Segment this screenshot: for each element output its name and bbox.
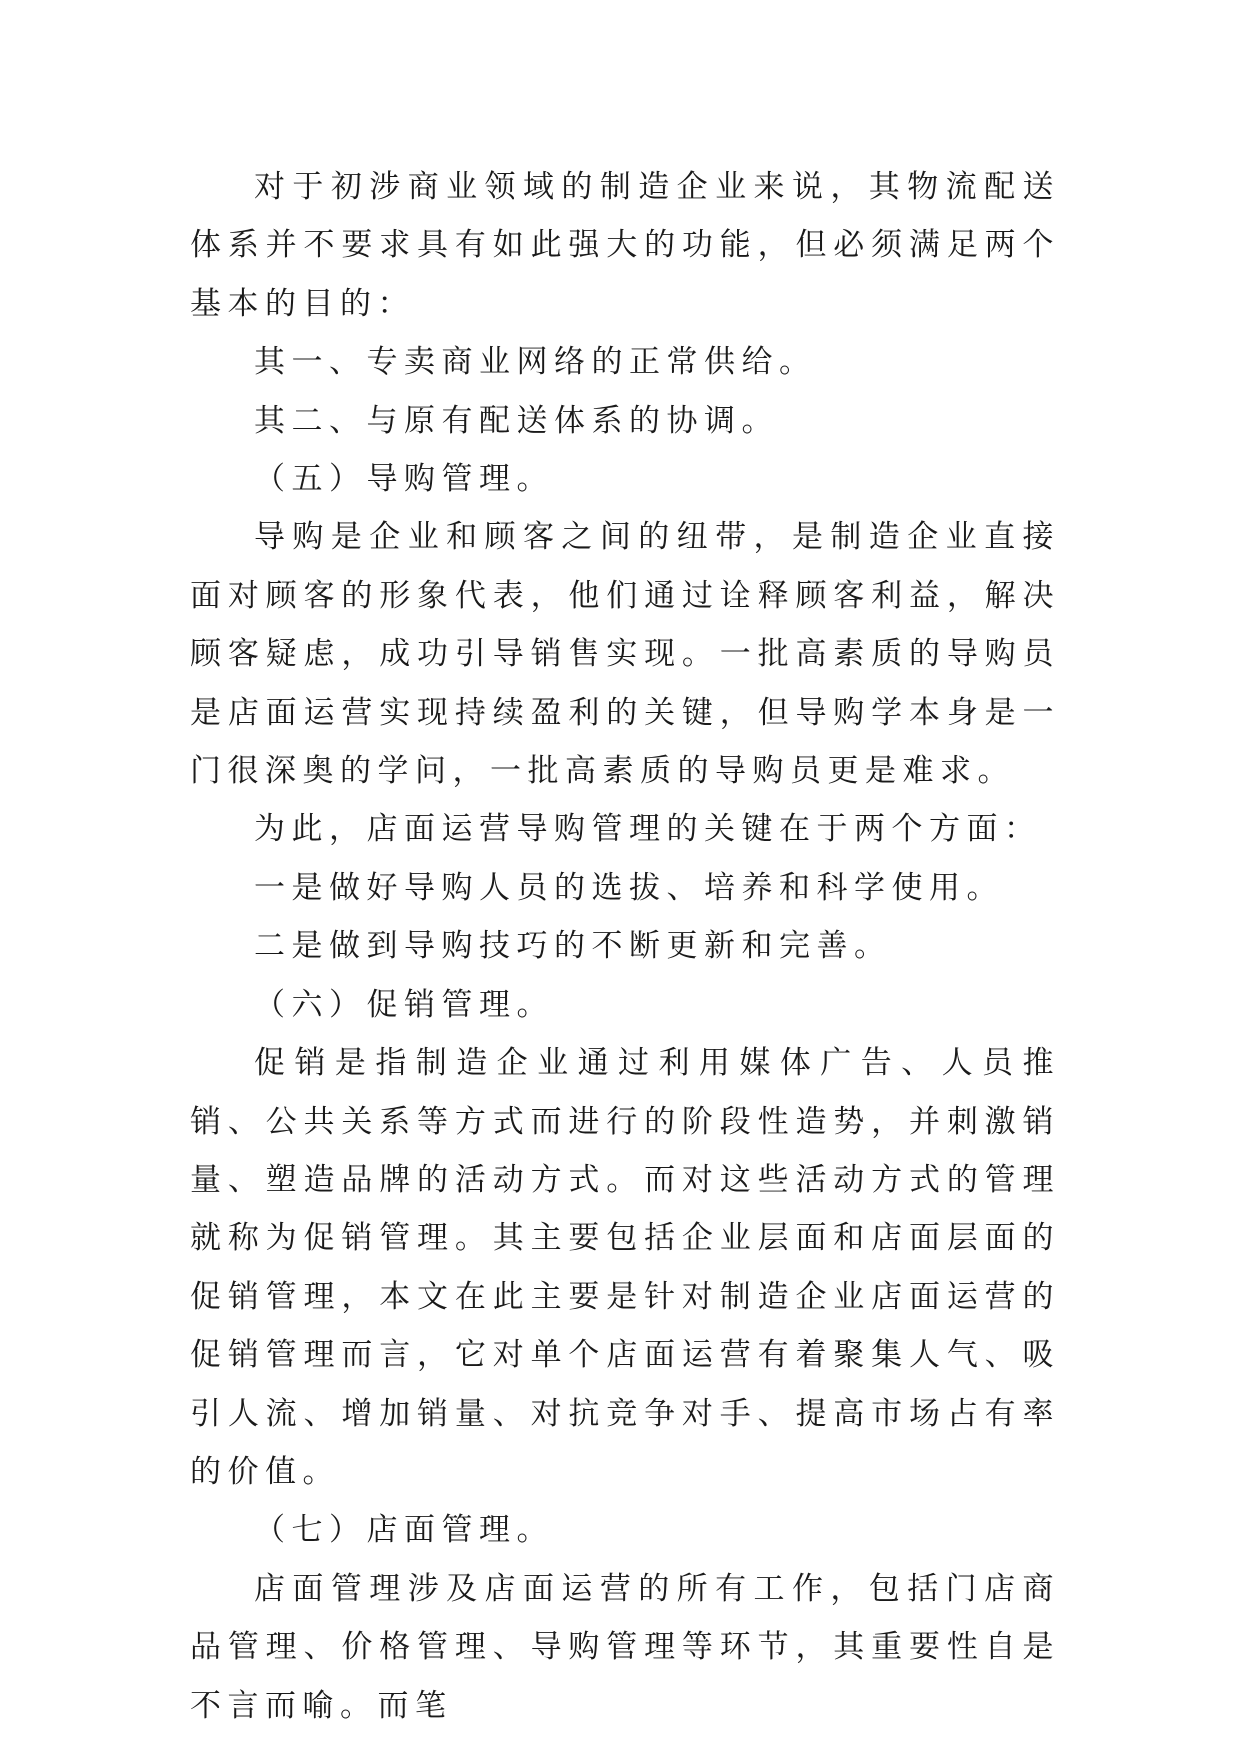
document-body	[190, 158, 1060, 1735]
paragraph-logistics-intro: 对于初涉商业领域的制造企业来说，其物流配送体系并不要求具有如此强大的功能，但必须满足两个基本的目的：	[190, 169, 1060, 322]
section-heading-store: （七）店面管理。	[254, 1512, 554, 1549]
paragraph-guide-aspect-two: 二是做到导购技巧的不断更新和完善。	[254, 928, 892, 965]
paragraph-shopping-guide: 导购是企业和顾客之间的纽带，是制造企业直接面对顾客的形象代表，他们通过诠释顾客利益，解决顾客疑虑，成功引导销售实现。一批高素质的导购员是店面运营实现持续盈利的关键，但导购学本身是一门很深奥的学问，一批高素质的导购员更是难求。	[190, 519, 1060, 790]
paragraph-guide-key-aspects: 为此，店面运营导购管理的关键在于两个方面：	[254, 811, 1042, 848]
paragraph-goal-one: 其一、专卖商业网络的正常供给。	[254, 344, 817, 381]
section-heading-promotion: （六）促销管理。	[254, 986, 554, 1023]
paragraph-goal-two: 其二、与原有配送体系的协调。	[254, 402, 779, 439]
paragraph-promotion: 促销是指制造企业通过利用媒体广告、人员推销、公共关系等方式而进行的阶段性造势，并刺激销量、塑造品牌的活动方式。而对这些活动方式的管理就称为促销管理。其主要包括企业层面和店面层面的促销管理，本文在此主要是针对制造企业店面运营的促销管理而言，它对单个店面运营有着聚集人气、吸引人流、增加销量、对抗竞争对手、提高市场占有率的价值。	[190, 1045, 1060, 1490]
section-heading-shopping-guide: （五）导购管理。	[254, 461, 554, 498]
paragraph-store: 店面管理涉及店面运营的所有工作，包括门店商品管理、价格管理、导购管理等环节，其重要性自是不言而喻。而笔	[190, 1570, 1060, 1724]
paragraph-guide-aspect-one: 一是做好导购人员的选拔、培养和科学使用。	[254, 869, 1004, 906]
